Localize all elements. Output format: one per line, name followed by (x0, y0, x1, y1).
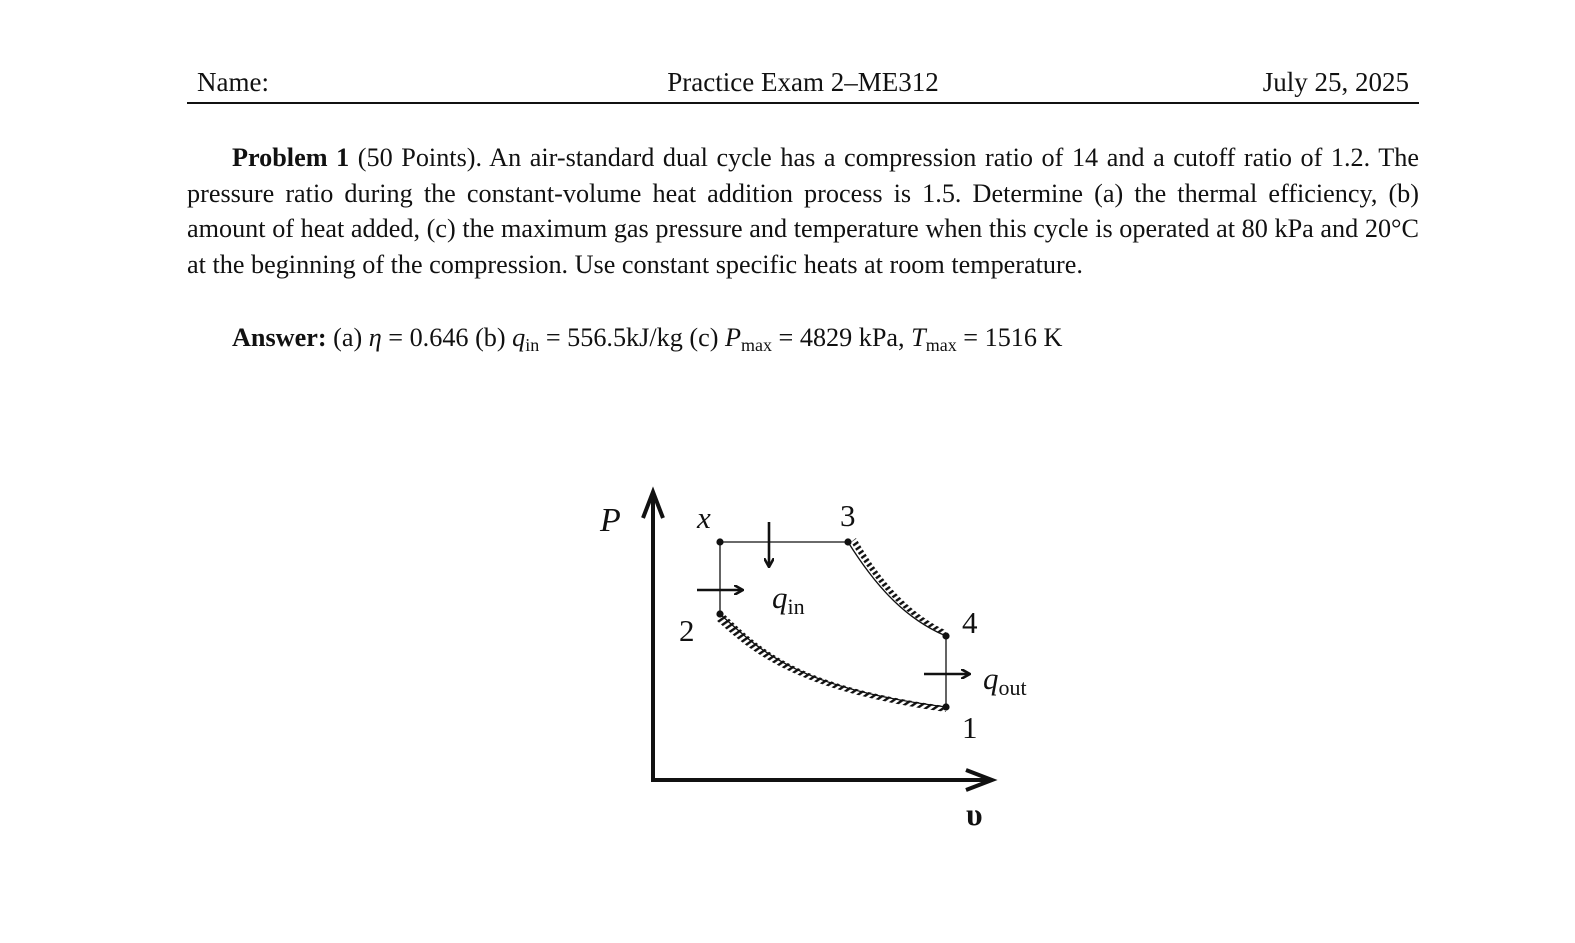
exam-title: Practice Exam 2–ME312 (667, 67, 939, 97)
point-2-dot (716, 610, 723, 617)
p-sub: max (740, 335, 772, 355)
eta-symbol: η (368, 323, 382, 352)
q-in-label (772, 580, 805, 619)
point-2-label: 2 (679, 613, 695, 648)
t-symbol: T (911, 323, 926, 352)
point-4-label: 4 (962, 605, 978, 640)
q-out-label (983, 661, 1027, 700)
q-out-sub: out (998, 675, 1027, 700)
q-in-main: q (772, 580, 788, 615)
t-sub: max (925, 335, 957, 355)
answer-a-prefix: (a) (333, 323, 363, 352)
problem-text: An air-standard dual cycle has a compression ratio of 14 and a cutoff ratio of 1.2. The pressure ratio during the constant-volume heat addition process is 1.5. Determine (a) the thermal efficiency, (b) amount of heat added, (c) the maximum gas pressure and temperature when this cycle is operated at 80 kPa and 20°C at the beginning of the compression. Use constant specific heats at room temperature. (187, 143, 1419, 279)
problem-label: Problem 1 (232, 143, 350, 172)
compression-hatch (716, 612, 946, 712)
point-3-label: 3 (840, 498, 856, 533)
q-sub: in (525, 335, 540, 355)
exam-date: July 25, 2025 (1262, 67, 1409, 97)
answer-c-prefix: (c) (689, 323, 719, 352)
expansion-hatch (851, 538, 947, 636)
answer-b-value: = 556.5kJ/kg (545, 323, 683, 352)
x-axis-label: υ (966, 796, 983, 832)
answer-p-value: = 4829 kPa, (778, 323, 905, 352)
pv-diagram (590, 480, 1050, 840)
point-3-dot (844, 538, 851, 545)
point-4-dot (942, 632, 949, 639)
q-in-sub: in (787, 594, 805, 619)
q-out-main: q (983, 661, 999, 696)
answer-label: Answer: (232, 323, 327, 352)
answer-a-value: = 0.646 (388, 323, 469, 352)
answer-b-prefix: (b) (475, 323, 506, 352)
answer-line (232, 320, 1412, 356)
problem-points: (50 Points). (357, 143, 483, 172)
problem-statement (187, 140, 1419, 282)
point-1-label: 1 (962, 710, 978, 745)
answer-t-value: = 1516 K (963, 323, 1063, 352)
name-label: Name: (197, 67, 269, 97)
page-header (187, 64, 1419, 104)
point-x-label: x (697, 500, 711, 535)
point-x-dot (716, 538, 723, 545)
y-axis-label: P (600, 502, 621, 539)
p-symbol: P (724, 323, 741, 352)
point-1-dot (942, 703, 949, 710)
q-symbol: q (512, 323, 526, 352)
